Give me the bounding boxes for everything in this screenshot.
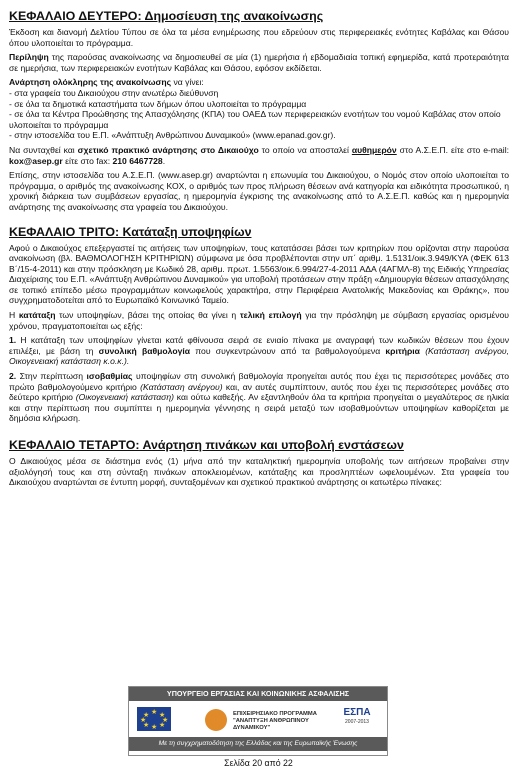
espa-logo (337, 707, 377, 731)
section3-para1: Αφού ο Δικαιούχος επεξεργαστεί τις αιτήσεις των υποψηφίων, τους κατατάσσει βάσει των κριτηρίων που ορίζονται στην παρούσα ανακοίνωση (βλ. ΒΑΘΜΟΛΟΓΗΣΗ ΚΡΙΤΗΡΙΩΝ) σύμφωνα με όσα προβλέπονται στην υπ΄ αριθμ. 1.5131/οικ.3.949/ΚΥΑ (ΦΕΚ 613 Β΄/15-4-2011) και στην πρόσκληση με Κωδικό 28, αριθμ. πρωτ. 1.5563/οικ.6.994/27-4-2011 ΑΔΑ (4ΑΓΜΛ-8) της Ειδικής Υπηρεσίας Διαχείρισης του Ε.Π. «Ανάπτυξη Ανθρώπινου Δυναμικού» για υποβολή προτάσεων στην πράξη «Δημιουργία θέσεων απασχόλησης σε τοπικό επίπεδο μέσω προγραμμάτων κοινωφελούς χαρακτήρα, στην Περιφέρεια Ανατολικής Μακεδονίας και Θράκης», που συγχρηματοδοτείται από το Ευρωπαϊκό Κοινωνικό Ταμείο. (9, 242, 509, 306)
section2-para3 (9, 77, 509, 88)
item-number: 2. (9, 371, 17, 382)
para-text: για την πρόσληψη με σύμβαση εργασίας ορισμένου χρόνου, πραγματοποιείται ως εξής: (9, 310, 510, 331)
section3-para2 (9, 310, 509, 331)
para-text: . (162, 155, 166, 166)
section2-para5: Επίσης, στην ιστοσελίδα του Α.Σ.Ε.Π. (www.asep.gr) αναρτώνται η επωνυμία του Δικαιούχου, ο Νομός στον οποίο υλοποιείται το πρόγραμμα, ο αριθμός της ανακοίνωσης ΚΟΧ, ο αριθμός των προς πλήρωση θέσεων ανά κατηγορία και ειδικότητα προσωπικού, η χρονική διάρκεια των συμβάσεων εργασίας, η ημερομηνία έγκρισης της ανακοίνωσης από το Α.Σ.Ε.Π. καθώς και η ημερομηνία ανάρτησης της ανακοίνωσης στα γραφεία του Δικαιούχου. (9, 170, 509, 212)
funding-logo-band (128, 686, 388, 756)
section2-title: ΚΕΦΑΛΑΙΟ ΔΕΥΤΕΡΟ: Δημοσίευση της ανακοίνωσης (9, 9, 324, 23)
section2-para2 (9, 52, 509, 73)
para-text: και ούτω καθεξής. Αν εξαντληθούν όλα τα κριτήρια προηγείται ο μεγαλύτερος σε ηλικία και στην περίπτωση που συμπίπτει η ημερομηνία γέννησης η σειρά μεταξύ των ισοβαθμούντων υποψηφίων καθορίζεται με δημόσια κλήρωση. (9, 392, 509, 424)
section4-para1: Ο Δικαιούχος μέσα σε διάστημα ενός (1) μήνα από την καταληκτική ημερομηνία υποβολής των αιτήσεων προβαίνει στην αξιολόγησή τους και στη σύνταξη πινάκων αποκλειομένων, κατάταξης και προσληπτέων ωφελουμένων. Στα γραφεία του Δικαιούχου αναρτώνται σε έντυπη μορφή, συνταξομένων και σχετικού πρακτικού ανάρτησης οι κατωτέρω πίνακες: (9, 456, 509, 488)
espa-years: 2007-2013 (345, 719, 369, 725)
para-text: να γίνει: (171, 77, 204, 88)
bold-underline-text: αυθημερόν (351, 144, 397, 155)
email-address: kox@asep.gr (9, 155, 63, 166)
logos-row (129, 701, 387, 737)
bullet-item: - στην ιστοσελίδα του Ε.Π. «Ανάπτυξη Ανθρώπινου Δυναμικού» (www.epanad.gov.gr). (9, 130, 336, 141)
cofunding-banner: Με τη συγχρηματοδότηση της Ελλάδας και της Ευρωπαϊκής Ένωσης (129, 737, 387, 751)
bold-text: ισοβαθμίας (86, 371, 133, 382)
eu-flag-icon: ★ ★ ★ ★ ★ ★ ★ ★ (137, 707, 171, 731)
item-number: 1. (9, 335, 17, 346)
italic-text: (Κατάσταση ανέργου) (140, 381, 223, 392)
para-text: υποψηφίων στη συνολική βαθμολογία προηγείται αυτός που έχει τις περισσότερες μονάδες στο πρώτο βαθμολογούμενο κριτήριο (9, 371, 509, 392)
section2-para4 (9, 145, 509, 166)
bold-text: συνολική βαθμολογία (98, 345, 191, 356)
page-number: Σελίδα 20 από 22 (224, 758, 293, 768)
bold-text: κατάταξη (18, 310, 56, 321)
para-text: στο Α.Σ.Ε.Π. είτε στο e-mail: (396, 144, 509, 155)
para-text: Στην περίπτωση (16, 371, 87, 382)
bullet-item: - σε όλα τα Κέντρα Προώθησης της Απασχόλησης (ΚΠΑ) του ΟΑΕΔ των περιφερειακών ενοτήτων του νομού Καβάλας στον οποίο υλοποιείται το πρόγραμμα (9, 109, 501, 130)
program-line: "ΑΝΑΠΤΥΞΗ ΑΝΘΡΩΠΙΝΟΥ ΔΥΝΑΜΙΚΟΥ" (233, 718, 309, 731)
para-text: των υποψηφίων, βάσει της οποίας θα γίνει η (55, 310, 240, 321)
espa-text: ΕΣΠΑ (343, 707, 371, 718)
section2-para1: Έκδοση και διανομή Δελτίου Τύπου σε όλα τα μέσα ενημέρωσης που εδρεύουν στις περιφερειακές ενότητες Καβάλας και Θάσου όπου υλοποιείται το πρόγραμμα. (9, 27, 509, 48)
bullet-item: - σε όλα τα δημοτικά καταστήματα των δήμων όπου υλοποιείται το πρόγραμμα (9, 98, 307, 109)
para-text: Η κατάταξη των υποψηφίων γίνεται κατά φθίνουσα σειρά σε ενιαίο πίνακα με αναγραφή των κωδικών θέσεων που έχουν επιλέξει, με βάση τη (9, 335, 509, 356)
para-text: Η (9, 310, 19, 321)
bold-lead: Ανάρτηση ολόκληρης της ανακοίνωσης (9, 77, 172, 88)
para-text: που συγκεντρώνουν από τα βαθμολογούμενα (190, 345, 386, 356)
bold-text: τελική επιλογή (239, 310, 302, 321)
spacer (9, 217, 509, 225)
document-page (9, 9, 509, 492)
program-name (233, 711, 325, 732)
ministry-banner: ΥΠΟΥΡΓΕΙΟ ΕΡΓΑΣΙΑΣ ΚΑΙ ΚΟΙΝΩΝΙΚΗΣ ΑΣΦΑΛΙΣΗΣ (129, 687, 387, 701)
spacer (9, 428, 509, 438)
para-text: είτε στο fax: (62, 155, 113, 166)
bold-text: σχετικό πρακτικό ανάρτησης στο Δικαιούχο (77, 144, 259, 155)
bold-text: κριτήρια (385, 345, 420, 356)
para-text: της παρούσας ανακοίνωσης να δημοσιευθεί σε μία (1) ημερήσια ή εβδομαδιαία τοπική εφημερίδα, κατά προτεραιότητα σε ημερήσια, των περιφερειακών ενοτήτων Καβάλας και Θάσου, εφόσον εκδίδεται. (9, 52, 509, 73)
italic-text: (Οικογενειακή κατάσταση) (75, 392, 174, 403)
fax-number: 210 6467728 (112, 155, 163, 166)
italic-text: (Κατάσταση ανέργου, Οικογενειακή κατάσταση κ.ο.κ.). (9, 345, 510, 367)
para-text: το οποίο να αποσταλεί (258, 144, 352, 155)
para-text: και, αν αυτές συμπίπτουν, αυτός που έχει τις περισσότερες μονάδες στο δεύτερο κριτήριο (9, 381, 510, 403)
section4-title: ΚΕΦΑΛΑΙΟ ΤΕΤΑΡΤΟ: Ανάρτηση πινάκων και υποβολή ενστάσεων (9, 438, 404, 452)
program-logo (205, 709, 325, 731)
program-logo-icon (205, 709, 227, 731)
bold-lead: Περίληψη (9, 52, 49, 63)
section3-title: ΚΕΦΑΛΑΙΟ ΤΡΙΤΟ: Κατάταξη υποψηφίων (9, 224, 252, 239)
bullet-item: - στα γραφεία του Δικαιούχου στην ανωτέρω διεύθυνση (9, 87, 219, 98)
section3-para3 (9, 335, 509, 367)
para-text: Να συνταχθεί και (9, 144, 78, 155)
section3-para4 (9, 371, 509, 424)
program-line: ΕΠΙΧΕΙΡΗΣΙΑΚΟ ΠΡΟΓΡΑΜΜΑ (233, 711, 317, 717)
